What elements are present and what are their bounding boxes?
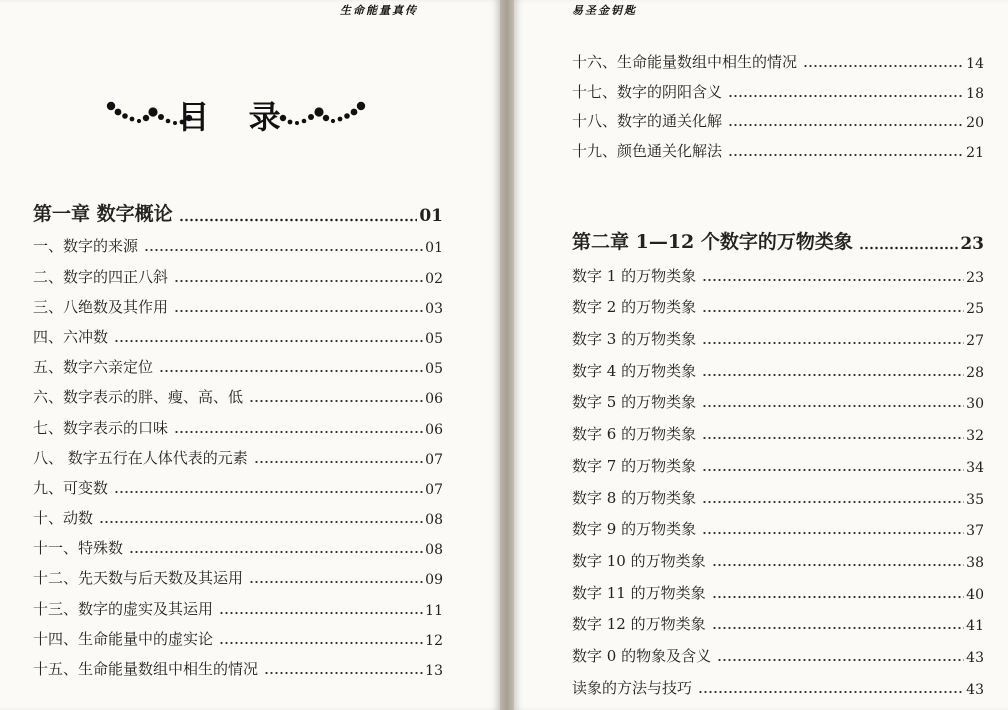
toc-entry[interactable] [33, 287, 443, 317]
toc-entry[interactable] [572, 381, 984, 413]
book-gutter [500, 0, 514, 710]
toc-entry-page: 23 [960, 234, 984, 254]
toc-entry[interactable] [33, 468, 443, 498]
toc-entry-label: 十三、数字的虚实及其运用 [33, 599, 214, 618]
toc-entry-page: 07 [425, 481, 443, 498]
toc-entry[interactable] [572, 508, 984, 540]
toc-entry-page: 11 [425, 602, 443, 619]
dot-leader [712, 563, 965, 567]
toc-entry-label: 十八、数字的通关化解 [572, 112, 723, 131]
toc-entry[interactable] [572, 102, 984, 132]
dot-leader [728, 153, 964, 157]
dot-leader [728, 94, 964, 98]
toc-entry-label: 数字 1 的万物类象 [572, 266, 697, 285]
toc-entry-label: 数字 2 的万物类象 [572, 298, 697, 317]
toc-list-left [33, 196, 443, 679]
toc-entry[interactable] [33, 498, 443, 528]
toc-entry[interactable] [572, 539, 984, 571]
toc-entry-label: 十四、生命能量中的虚实论 [33, 629, 214, 648]
toc-entry[interactable] [33, 407, 443, 437]
toc-entry-label: 四、六冲数 [33, 327, 109, 346]
toc-entry[interactable] [572, 571, 984, 603]
dot-leader [219, 641, 423, 645]
toc-entry-page: 28 [966, 364, 984, 381]
dot-leader [702, 309, 964, 313]
toc-entry-page: 09 [425, 572, 443, 589]
toc-entry-page: 05 [425, 330, 443, 347]
toc-entry[interactable] [572, 666, 984, 698]
toc-entry-label: 十九、颜色通关化解法 [572, 142, 723, 161]
toc-entry-page: 08 [425, 512, 443, 529]
toc-entry[interactable] [33, 588, 443, 618]
toc-entry-label: 数字 5 的万物类象 [572, 393, 697, 412]
toc-entry[interactable] [33, 196, 443, 226]
left-page [0, 0, 500, 710]
toc-entry[interactable] [33, 226, 443, 256]
toc-entry-page: 06 [425, 391, 443, 408]
dot-leader [803, 64, 964, 68]
toc-entry[interactable] [33, 347, 443, 377]
toc-entry-page: 01 [425, 240, 443, 257]
dot-leader [728, 123, 964, 127]
toc-entry[interactable] [33, 649, 443, 679]
toc-entry-label: 二、数字的四正八斜 [33, 267, 169, 286]
dot-leader [174, 430, 423, 434]
dot-leader [702, 404, 964, 408]
dot-leader [114, 339, 423, 343]
toc-entry-page: 05 [425, 361, 443, 378]
dot-leader [698, 690, 964, 694]
toc-entry-page: 18 [966, 85, 984, 102]
dot-leader [219, 611, 423, 615]
toc-entry[interactable] [572, 349, 984, 381]
toc-entry-page: 01 [419, 206, 443, 227]
toc-entry[interactable] [572, 225, 984, 254]
toc-entry-label: 数字 9 的万物类象 [572, 520, 697, 539]
toc-entry-label: 数字 8 的万物类象 [572, 488, 697, 507]
toc-entry-page: 12 [425, 632, 443, 649]
dot-leader [702, 278, 964, 282]
toc-entry[interactable] [33, 317, 443, 347]
toc-entry[interactable] [572, 42, 984, 72]
toc-entry-label: 十二、先天数与后天数及其运用 [33, 569, 244, 588]
dot-leader [159, 369, 423, 373]
toc-entry[interactable] [33, 528, 443, 558]
toc-entry-label: 七、数字表示的口味 [33, 418, 169, 437]
toc-entry-page: 07 [425, 451, 443, 468]
right-page [514, 0, 1008, 710]
dot-leader [174, 309, 423, 313]
dot-leader [712, 626, 965, 630]
toc-entry-label: 读象的方法与技巧 [572, 678, 693, 697]
dot-leader [702, 436, 964, 440]
toc-entry-label: 数字 6 的万物类象 [572, 425, 697, 444]
toc-entry-page: 20 [966, 115, 984, 132]
dot-leader [179, 218, 418, 222]
dot-leader [702, 341, 964, 345]
toc-entry[interactable] [572, 131, 984, 161]
toc-entry-label: 第二章 1—12 个数字的万物类象 [572, 231, 853, 253]
toc-entry-page: 27 [966, 333, 984, 350]
toc-entry-page: 06 [425, 421, 443, 438]
toc-entry-label: 第一章 数字概论 [33, 203, 173, 226]
toc-entry-label: 三、八绝数及其作用 [33, 297, 169, 316]
toc-entry-label: 八、 数字五行在人体代表的元素 [33, 448, 248, 467]
toc-entry-page: 43 [966, 681, 984, 698]
toc-entry-label: 一、数字的来源 [33, 237, 139, 256]
dot-leader [114, 490, 423, 494]
toc-entry-label: 十七、数字的阴阳含义 [572, 82, 723, 101]
toc-entry[interactable] [33, 377, 443, 407]
toc-title: 目 录 [177, 98, 295, 136]
toc-entry-page: 32 [966, 428, 984, 445]
toc-entry-page: 14 [966, 55, 984, 72]
toc-entry-page: 25 [966, 301, 984, 318]
toc-entry[interactable] [572, 72, 984, 102]
toc-entry-page: 35 [966, 491, 984, 508]
toc-entry[interactable] [572, 444, 984, 476]
dot-leader [702, 468, 964, 472]
dot-leader [712, 595, 965, 599]
toc-title-block [105, 88, 367, 138]
toc-entry[interactable] [572, 603, 984, 635]
dot-leader [702, 531, 964, 535]
toc-entry[interactable] [572, 254, 984, 286]
toc-entry-page: 43 [966, 649, 984, 666]
toc-entry[interactable] [572, 412, 984, 444]
toc-entry-label: 数字 10 的万物类象 [572, 551, 706, 570]
toc-entry-label: 数字 7 的万物类象 [572, 456, 697, 475]
toc-entry-page: 37 [966, 523, 984, 540]
toc-entry-label: 六、数字表示的胖、瘦、高、低 [33, 388, 244, 407]
toc-entry-page: 30 [966, 396, 984, 413]
toc-entry-page: 08 [425, 542, 443, 559]
dot-leader [174, 279, 423, 283]
dot-leader [249, 580, 423, 584]
toc-entry-label: 十、动数 [33, 509, 94, 528]
toc-entry-page: 21 [966, 145, 984, 162]
toc-entry-label: 十五、生命能量数组中相生的情况 [33, 660, 259, 678]
running-header-left: 生命能量真传 [340, 4, 418, 17]
dot-leader [129, 550, 423, 554]
toc-entry-label: 数字 11 的万物类象 [572, 583, 706, 602]
toc-list-right-top [572, 42, 984, 161]
dot-leader [264, 671, 423, 675]
toc-entry[interactable] [572, 286, 984, 318]
toc-entry-label: 数字 0 的物象及含义 [572, 646, 712, 665]
dot-leader [859, 246, 958, 250]
toc-entry-label: 数字 12 的万物类象 [572, 615, 706, 634]
toc-entry-page: 02 [425, 270, 443, 287]
dot-leader [99, 520, 423, 524]
toc-entry-page: 03 [425, 300, 443, 317]
toc-entry-page: 13 [425, 663, 443, 679]
toc-entry-label: 数字 4 的万物类象 [572, 361, 697, 380]
toc-entry-label: 十六、生命能量数组中相生的情况 [572, 52, 798, 71]
dot-leader [249, 399, 423, 403]
dot-leader [702, 500, 964, 504]
toc-entry[interactable] [33, 438, 443, 468]
toc-entry-label: 五、数字六亲定位 [33, 358, 154, 377]
dot-leader [144, 248, 423, 252]
dot-leader [254, 460, 423, 464]
toc-entry[interactable] [33, 256, 443, 286]
toc-entry[interactable] [33, 558, 443, 588]
toc-entry-page: 23 [966, 269, 984, 286]
dot-leader [702, 373, 964, 377]
toc-entry[interactable] [572, 476, 984, 508]
toc-entry-page: 40 [966, 586, 984, 603]
toc-entry-page: 38 [966, 554, 984, 571]
toc-entry-label: 数字 3 的万物类象 [572, 330, 697, 349]
running-header-right: 易圣金钥匙 [572, 4, 637, 17]
toc-entry[interactable] [572, 634, 984, 666]
toc-entry[interactable] [33, 619, 443, 649]
dot-leader [717, 658, 964, 662]
toc-entry-label: 九、可变数 [33, 478, 109, 497]
toc-entry-page: 41 [966, 618, 984, 635]
toc-entry-page: 34 [966, 459, 984, 476]
toc-entry-label: 十一、特殊数 [33, 539, 124, 558]
toc-entry[interactable] [572, 317, 984, 349]
toc-list-right-chapter2 [572, 225, 984, 698]
